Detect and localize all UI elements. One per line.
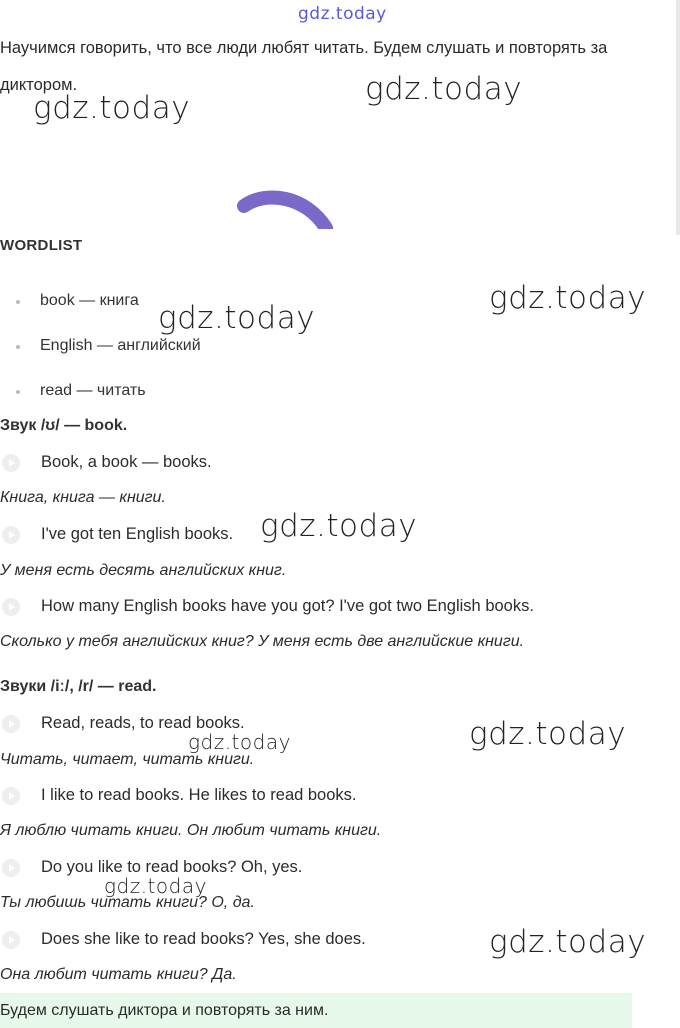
russian-translation: Книга, книга — книги. bbox=[0, 489, 166, 506]
russian-translation: Она любит читать книги? Да. bbox=[0, 966, 237, 983]
play-audio-icon[interactable] bbox=[2, 715, 20, 733]
play-audio-icon[interactable] bbox=[2, 526, 20, 544]
play-audio-icon[interactable] bbox=[2, 454, 20, 472]
watermark: gdz.today bbox=[489, 924, 647, 960]
watermark: gdz.today bbox=[33, 90, 191, 126]
play-audio-icon[interactable] bbox=[2, 859, 20, 877]
watermark: gdz.today bbox=[188, 730, 291, 754]
wordlist-item: English — английский bbox=[40, 337, 201, 354]
english-phrase: I've got ten English books. bbox=[41, 525, 234, 543]
heading-suffix: . bbox=[152, 678, 157, 695]
watermark: gdz.today bbox=[469, 716, 627, 752]
russian-translation: Читать, читает, читать книги. bbox=[0, 751, 255, 768]
bullet-icon bbox=[16, 300, 20, 304]
russian-translation: Ты любишь читать книги? О, да. bbox=[0, 894, 255, 911]
heading-word: book bbox=[84, 417, 123, 434]
watermark: gdz.today bbox=[104, 874, 207, 898]
russian-translation: У меня есть десять английских книг. bbox=[0, 562, 287, 579]
heading-suffix: . bbox=[122, 417, 128, 434]
heading-prefix: Звуки /iː/, /r/ — bbox=[0, 678, 119, 695]
scrollbar-edge[interactable] bbox=[676, 0, 680, 235]
russian-translation: Сколько у тебя английских книг? У меня есть две английские книги. bbox=[0, 633, 525, 650]
english-phrase: Do you like to read books? Oh, yes. bbox=[41, 858, 303, 876]
play-audio-icon[interactable] bbox=[2, 931, 20, 949]
wordlist-item: book — книга bbox=[40, 292, 139, 309]
watermark: gdz.today bbox=[260, 508, 418, 544]
watermark: gdz.today bbox=[298, 4, 387, 24]
english-phrase: I like to read books. He likes to read books. bbox=[41, 786, 357, 804]
bullet-icon bbox=[16, 390, 20, 394]
intro-text: Научимся говорить, что все люди любят читать. Будем слушать и повторять за диктором. bbox=[0, 39, 608, 94]
section-heading bbox=[0, 417, 127, 435]
english-phrase: Read, reads, to read books. bbox=[41, 714, 245, 732]
section-heading bbox=[0, 678, 156, 696]
wordlist-item: read — читать bbox=[40, 382, 146, 399]
wordlist-title: WORDLIST bbox=[0, 237, 83, 254]
heading-word: read bbox=[118, 678, 153, 695]
english-phrase: Book, a book — books. bbox=[41, 453, 212, 471]
watermark: gdz.today bbox=[489, 280, 647, 316]
russian-translation: Я люблю читать книги. Он любит читать книги. bbox=[0, 822, 382, 839]
watermark: gdz.today bbox=[158, 300, 316, 336]
instruction-text: Будем слушать диктора и повторять за ним. bbox=[0, 1002, 329, 1019]
play-audio-icon[interactable] bbox=[2, 787, 20, 805]
english-phrase: How many English books have you got? I've got two English books. bbox=[41, 597, 534, 615]
english-phrase: Does she like to read books? Yes, she does. bbox=[41, 930, 366, 948]
watermark: gdz.today bbox=[365, 71, 523, 107]
heading-prefix: Звук /ʊ/ — bbox=[0, 417, 85, 434]
bullet-icon bbox=[16, 345, 20, 349]
loading-arc-icon bbox=[236, 188, 336, 232]
play-audio-icon[interactable] bbox=[2, 598, 20, 616]
